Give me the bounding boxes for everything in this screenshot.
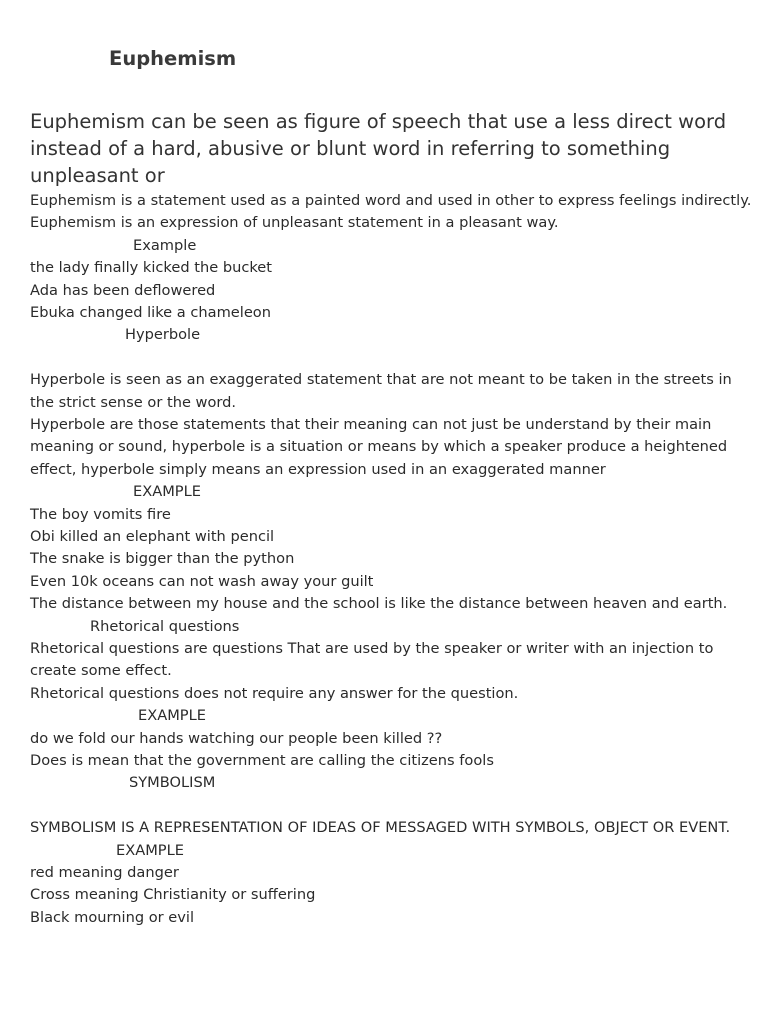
hyperbole-example-item: The distance between my house and the school is like the distance between heaven and earth.	[30, 595, 728, 613]
hyperbole-heading: Hyperbole	[125, 326, 201, 344]
euphemism-example-heading: Example	[133, 236, 197, 254]
document-title: Euphemism	[109, 47, 237, 70]
symbolism-example-item: red meaning danger	[30, 863, 179, 881]
rhetorical-heading: Rhetorical questions	[90, 617, 240, 635]
hyperbole-definition-2: Hyperbole are those statements that their meaning can not just be understand by their main meaning or sound, hyperbole is a situation or means by which a speaker produce a heightened effect, hyperbole simply means an expression used in an exaggerated manner	[30, 415, 728, 478]
hyperbole-example-item: Obi killed an elephant with pencil	[30, 527, 275, 545]
document-body	[30, 190, 755, 929]
blank-line	[30, 795, 755, 817]
symbolism-heading: SYMBOLISM	[129, 774, 216, 792]
lead-paragraph: Euphemism can be seen as figure of speech that use a less direct word instead of a hard, abusive or blunt word in referring to something unpleasant or	[30, 110, 727, 187]
rhetorical-example-item: Does is mean that the government are calling the citizens fools	[30, 751, 494, 769]
hyperbole-example-item: The snake is bigger than the python	[30, 550, 295, 568]
euphemism-definition: Euphemism is a statement used as a painted word and used in other to express feelings indirectly. Euphemism is an expression of unpleasant statement in a pleasant way.	[30, 192, 752, 232]
rhetorical-example-item: do we fold our hands watching our people been killed ??	[30, 729, 443, 747]
symbolism-example-heading: EXAMPLE	[116, 841, 184, 859]
euphemism-example-item: the lady finally kicked the bucket	[30, 259, 272, 277]
euphemism-example-item: Ada has been deflowered	[30, 281, 216, 299]
rhetorical-definition-2: Rhetorical questions does not require any answer for the question.	[30, 684, 519, 702]
blank-line	[30, 347, 755, 369]
hyperbole-example-item: Even 10k oceans can not wash away your guilt	[30, 572, 374, 590]
symbolism-example-item: Black mourning or evil	[30, 908, 195, 926]
rhetorical-example-heading: EXAMPLE	[138, 707, 206, 725]
symbolism-example-item: Cross meaning Christianity or suffering	[30, 886, 316, 904]
hyperbole-definition-1: Hyperbole is seen as an exaggerated statement that are not meant to be taken in the streets in the strict sense or the word.	[30, 371, 732, 411]
euphemism-example-item: Ebuka changed like a chameleon	[30, 303, 271, 321]
symbolism-definition: SYMBOLISM IS A REPRESENTATION OF IDEAS OF MESSAGED WITH SYMBOLS, OBJECT OR EVENT.	[30, 819, 731, 837]
hyperbole-example-item: The boy vomits fire	[30, 505, 171, 523]
rhetorical-definition-1: Rhetorical questions are questions That are used by the speaker or writer with an injection to create some effect.	[30, 639, 714, 680]
hyperbole-example-heading: EXAMPLE	[133, 483, 201, 501]
